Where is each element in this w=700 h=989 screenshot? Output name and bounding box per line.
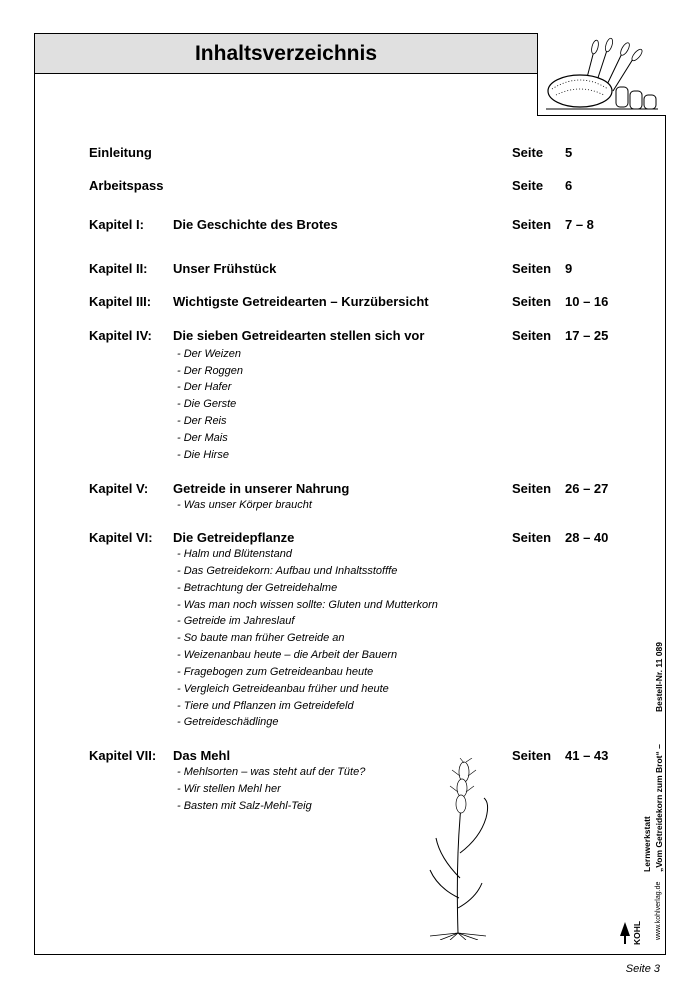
page-label: Seiten — [512, 481, 552, 496]
chapter-label: Kapitel VI: — [89, 530, 153, 545]
subtopic-item: - Der Hafer — [177, 381, 232, 393]
subtopic-item: - Was unser Körper braucht — [177, 499, 312, 511]
page-number: 6 — [565, 178, 573, 193]
order-number: Bestell-Nr. 11 089 — [654, 642, 664, 712]
subtopic-item: - Betrachtung der Getreidehalme — [177, 582, 338, 594]
book-title: „Vom Getreidekorn zum Brot“ – — [654, 744, 664, 872]
page-number: 28 – 40 — [565, 530, 609, 545]
page-number: 17 – 25 — [565, 328, 609, 343]
subtopic-item: - Tiere und Pflanzen im Getreidefeld — [177, 700, 354, 712]
subtopic-item: - So baute man früher Getreide an — [177, 632, 345, 644]
toc-entry[interactable] — [0, 178, 700, 198]
toc-entry[interactable] — [0, 261, 700, 281]
subtopic-item: - Wir stellen Mehl her — [177, 783, 281, 795]
page-label: Seiten — [512, 261, 552, 276]
page-number: 7 – 8 — [565, 217, 594, 232]
chapter-title: Das Mehl — [173, 748, 231, 763]
chapter-title: Unser Frühstück — [173, 261, 277, 276]
toc-entry[interactable] — [0, 748, 700, 768]
page-label: Seiten — [512, 748, 552, 763]
toc-entry[interactable] — [0, 481, 700, 501]
chapter-label: Kapitel II: — [89, 261, 148, 276]
chapter-title: Wichtigste Getreidearten – Kurzübersicht — [173, 294, 429, 309]
chapter-title: Die sieben Getreidearten stellen sich vor — [173, 328, 425, 343]
page-title: Inhaltsverzeichnis — [194, 41, 378, 65]
subtopic-item: - Die Hirse — [177, 449, 229, 461]
subtopic-item: - Der Reis — [177, 415, 227, 427]
chapter-label: Kapitel I: — [89, 217, 144, 232]
chapter-title: Die Geschichte des Brotes — [173, 217, 338, 232]
chapter-title: Getreide in unserer Nahrung — [173, 481, 350, 496]
chapter-label: Kapitel V: — [89, 481, 149, 496]
page-number: 10 – 16 — [565, 294, 609, 309]
toc-entry[interactable] — [0, 530, 700, 550]
page-number: 5 — [565, 145, 573, 160]
subtopic-item: - Vergleich Getreideanbau früher und heute — [177, 683, 389, 695]
toc-entry[interactable] — [0, 217, 700, 237]
chapter-label: Kapitel III: — [89, 294, 152, 309]
wheat-plant-icon — [420, 758, 500, 940]
chapter-label: Kapitel IV: — [89, 328, 152, 343]
publisher-logo-icon — [618, 920, 632, 946]
chapter-title: Die Getreidepflanze — [173, 530, 295, 545]
subtopic-item: - Getreideschädlinge — [177, 716, 279, 728]
subtopic-item: - Weizenanbau heute – die Arbeit der Bauern — [177, 649, 398, 661]
page-label: Seite — [512, 145, 544, 160]
page-label: Seiten — [512, 328, 552, 343]
page-label: Seiten — [512, 530, 552, 545]
subtopic-item: - Das Getreidekorn: Aufbau und Inhaltsstofffe — [177, 565, 398, 577]
chapter-label: Einleitung — [89, 145, 152, 160]
subtopic-item: - Halm und Blütenstand — [177, 548, 292, 560]
subtopic-item: - Basten mit Salz-Mehl-Teig — [177, 800, 312, 812]
page-number: 41 – 43 — [565, 748, 609, 763]
subtopic-item: - Der Weizen — [177, 348, 241, 360]
website-url: www.kohlverlag.de — [655, 881, 662, 940]
chapter-label: Arbeitspass — [89, 178, 164, 193]
page-label: Seiten — [512, 217, 552, 232]
page-label: Seiten — [512, 294, 552, 309]
chapter-label: Kapitel VII: — [89, 748, 157, 763]
subtopic-item: - Mehlsorten – was steht auf der Tüte? — [177, 766, 366, 778]
toc-entry[interactable] — [0, 328, 700, 348]
subtopic-item: - Der Mais — [177, 432, 228, 444]
subtopic-item: - Die Gerste — [177, 398, 237, 410]
page-number: 26 – 27 — [565, 481, 609, 496]
toc-entry[interactable] — [0, 294, 700, 314]
page-number: 9 — [565, 261, 573, 276]
series-name: Lernwerkstatt — [642, 816, 652, 872]
publisher-name: KOHL — [632, 920, 642, 945]
subtopic-item: - Was man noch wissen sollte: Gluten und Mutterkorn — [177, 599, 438, 611]
subtopic-item: - Getreide im Jahreslauf — [177, 615, 295, 627]
subtopic-item: - Fragebogen zum Getreideanbau heute — [177, 666, 374, 678]
page-number-footer: Seite 3 — [625, 963, 660, 975]
page-label: Seite — [512, 178, 544, 193]
toc-entry[interactable] — [0, 145, 700, 165]
subtopic-item: - Der Roggen — [177, 365, 244, 377]
